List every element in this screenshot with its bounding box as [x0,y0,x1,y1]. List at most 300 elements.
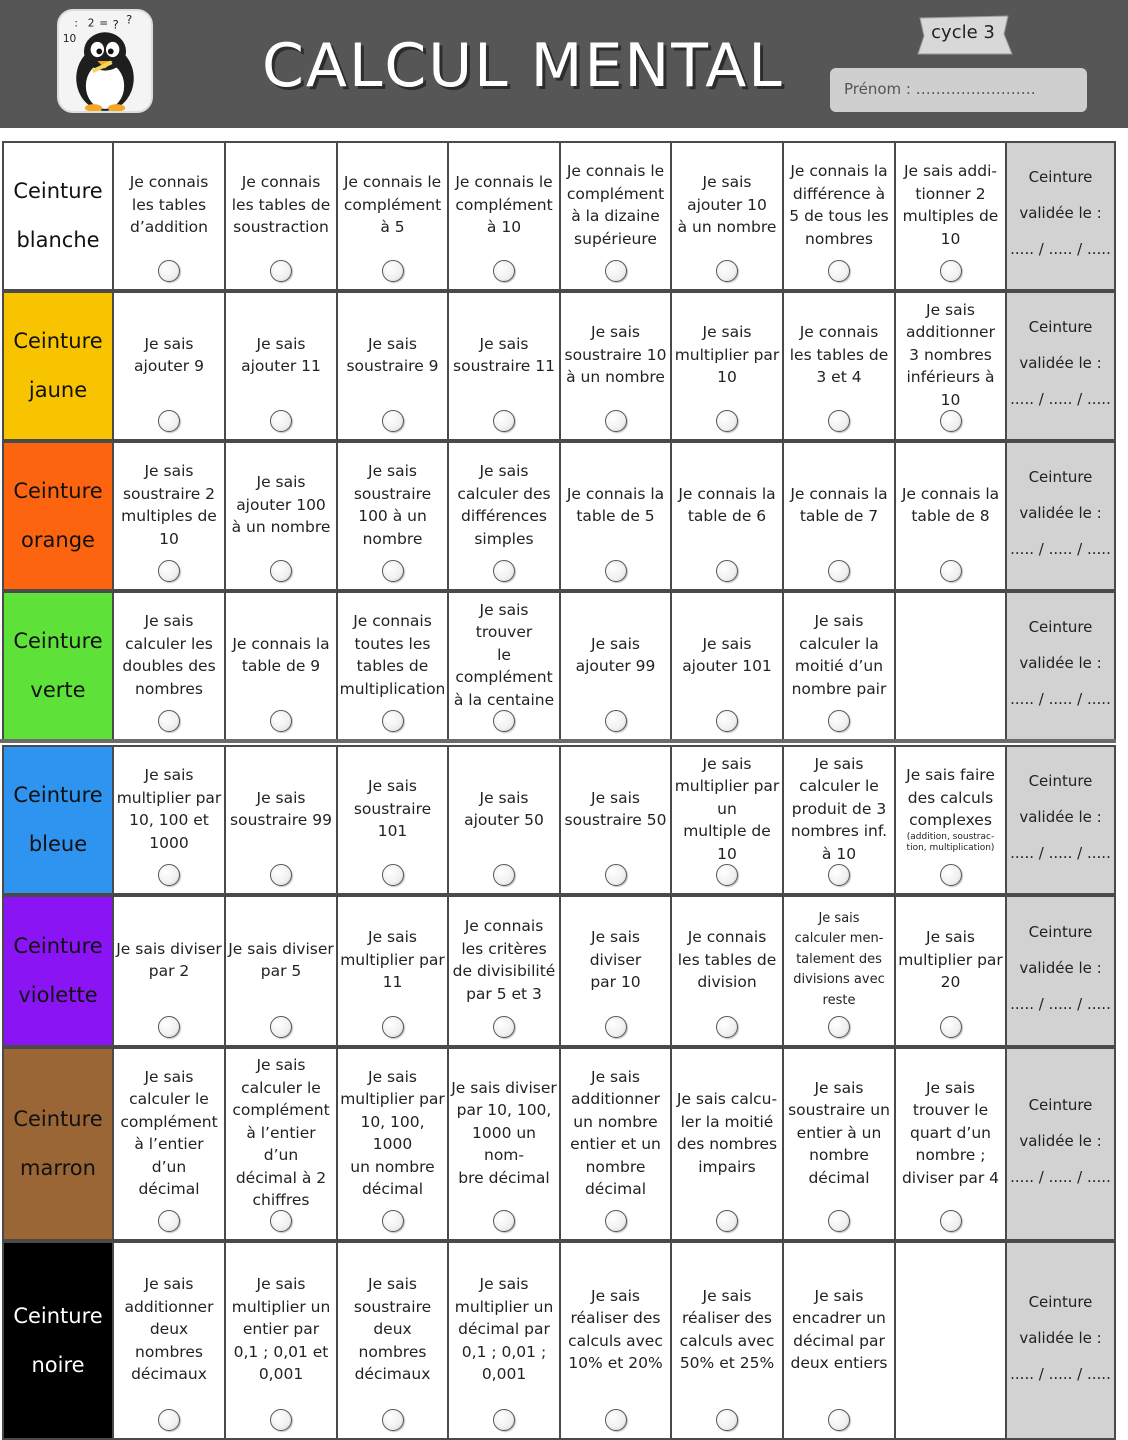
skill-text: Je sais soustraire 9 [346,334,439,375]
skill-description [116,299,222,411]
skill-text: Je sais trouver le complément à la centaine [453,600,555,709]
skill-cell [670,591,784,741]
skill-description [116,753,222,865]
skill-cell [894,291,1007,441]
belt-row [2,745,1116,895]
skill-cell [670,1241,784,1440]
skill-text: Je sais soustraire 2 multiples de 10 [121,462,217,548]
skill-description [786,599,892,711]
skill-checkbox[interactable] [382,1409,404,1431]
skill-description [451,449,557,561]
skill-checkbox[interactable] [493,1409,515,1431]
skill-cell [559,1241,672,1440]
skill-text: Je sais calculer le complément à l’entier d’un décimal à 2 chiffres [232,1056,330,1210]
validation-cell[interactable] [1005,441,1116,591]
skill-cell [670,1047,784,1241]
skill-description [228,1055,334,1211]
validation-cell[interactable] [1005,291,1116,441]
skill-checkbox[interactable] [158,710,180,732]
skill-checkbox[interactable] [382,260,404,282]
skill-checkbox[interactable] [716,710,738,732]
skill-cell [670,141,784,291]
belt-name: noire [31,1352,85,1377]
validation-label: validée le : [1019,1328,1102,1347]
skill-cell [447,745,561,895]
skill-checkbox[interactable] [270,560,292,582]
belt-label-cell [2,141,114,291]
skill-text: Je sais réaliser des calculs avec 10% et 20% [568,1286,663,1372]
skill-cell [559,895,672,1047]
skill-description [563,753,668,865]
skill-checkbox[interactable] [158,864,180,886]
skill-description [451,753,557,865]
skill-description [340,1055,445,1211]
skill-text: Je sais calculer men- talement des divisions avec reste [793,910,885,1008]
skill-description [674,903,780,1017]
skill-cell [670,441,784,591]
skill-text: Je sais calculer le complément à l’entier d’un décimal [120,1067,218,1198]
skill-text: Je sais faire des calculs complexes [906,766,995,830]
skill-checkbox[interactable] [716,410,738,432]
skill-cell [670,895,784,1047]
skill-checkbox[interactable] [493,864,515,886]
skill-cell [894,441,1007,591]
skill-text: Je sais addi- tionner 2 multiples de 10 [902,162,999,248]
skill-checkbox[interactable] [605,410,627,432]
skill-text: Je sais multiplier un entier par 0,1 ; 0,01 et 0,001 [231,1275,331,1384]
belt-name: verte [30,678,86,702]
skill-cell [336,591,449,741]
skill-text: Je sais multiplier par 11 [340,928,445,992]
validation-label: Ceinture [1028,923,1093,941]
skill-text: Je connais le complément à 5 [343,173,442,237]
skill-cell [112,441,226,591]
validation-date-field[interactable]: ..... / ..... / ..... [1010,1168,1111,1186]
skill-checkbox[interactable] [940,864,962,886]
skill-description [451,149,557,261]
skill-cell [336,745,449,895]
logo-digit: : [74,17,78,30]
skill-cell [894,141,1007,291]
skill-description [563,1055,668,1211]
skill-checkbox[interactable] [493,260,515,282]
skill-cell [112,141,226,291]
skill-cell [670,745,784,895]
skill-checkbox[interactable] [270,1210,292,1232]
skill-cell [224,291,338,441]
skill-checkbox[interactable] [270,260,292,282]
skill-checkbox[interactable] [493,1210,515,1232]
validation-label: validée le : [1019,1132,1102,1150]
validation-date-field[interactable]: ..... / ..... / ..... [1010,540,1111,558]
skill-cell [336,895,449,1047]
belt-row [2,895,1116,1047]
validation-label: validée le : [1019,204,1102,222]
belt-name: Ceinture [13,1107,103,1131]
skill-cell [894,1047,1007,1241]
skill-cell [336,291,449,441]
empty-cell [894,591,1007,741]
skill-description [228,753,334,865]
skill-description [228,599,334,711]
skill-text: Je sais trouver le quart d’un nombre ; diviser par 4 [901,1078,1000,1187]
skill-checkbox[interactable] [270,410,292,432]
skill-description [340,1249,445,1410]
validation-label: validée le : [1019,654,1102,672]
belt-name: orange [21,528,95,552]
belt-row [2,1241,1116,1440]
skill-checkbox[interactable] [270,864,292,886]
logo-digit: 10 [62,32,77,45]
skill-cell [559,441,672,591]
belt-name: marron [20,1156,96,1180]
validation-cell[interactable] [1005,745,1116,895]
skill-cell [224,895,338,1047]
skill-checkbox[interactable] [270,1409,292,1431]
validation-label: Ceinture [1028,1096,1093,1114]
belt-label-cell [2,1241,114,1440]
skill-text: Je sais diviser par 10, 100, 1000 un nom- bre décimal [451,1078,557,1187]
skill-text: Je connais les tables d’addition [129,173,209,237]
skill-description [786,753,892,865]
skill-checkbox[interactable] [158,1409,180,1431]
skill-cell [782,1047,896,1241]
skill-cell [447,141,561,291]
skill-checkbox[interactable] [158,1210,180,1232]
skill-checkbox[interactable] [716,260,738,282]
validation-label: Ceinture [1028,168,1093,186]
skill-checkbox[interactable] [382,864,404,886]
skill-description [340,753,445,865]
skill-description [674,299,780,411]
skill-cell [112,1241,226,1440]
skill-text: Je sais ajouter 100 à un nombre [231,473,331,537]
skill-checkbox[interactable] [605,710,627,732]
skill-text: Je sais ajouter 101 [682,634,772,675]
skill-checkbox[interactable] [828,1409,850,1431]
skill-cell [447,1241,561,1440]
skill-checkbox[interactable] [828,560,850,582]
skill-checkbox[interactable] [493,560,515,582]
skill-checkbox[interactable] [158,260,180,282]
skill-cell [112,745,226,895]
belt-name: jaune [28,378,88,402]
skill-text: Je sais ajouter 99 [575,634,656,675]
skill-checkbox[interactable] [493,1016,515,1038]
skill-description [451,599,557,711]
skill-text: Je sais multiplier par un multiple de 10 [674,754,780,863]
skill-checkbox[interactable] [270,710,292,732]
skill-description [563,903,668,1017]
skill-text: Je sais diviser par 5 [228,939,334,980]
skill-cell [112,291,226,441]
skill-description [116,149,222,261]
skill-text: Je connais la table de 5 [566,484,665,525]
skill-cell [894,895,1007,1047]
skill-cell [224,1241,338,1440]
skill-cell [336,1047,449,1241]
skill-cell [782,745,896,895]
skill-description [898,753,1003,865]
skill-checkbox[interactable] [716,864,738,886]
skill-cell [559,1047,672,1241]
skill-description [898,903,1003,1017]
skill-checkbox[interactable] [716,560,738,582]
belt-label-cell [2,895,114,1047]
belt-label-cell [2,591,114,741]
skill-checkbox[interactable] [940,1210,962,1232]
skill-description [340,449,445,561]
skill-checkbox[interactable] [382,710,404,732]
skill-cell [447,1047,561,1241]
belt-label-cell [2,441,114,591]
belt-name: Ceinture [13,783,103,807]
skill-checkbox[interactable] [493,710,515,732]
skill-cell [224,141,338,291]
skill-description [228,1249,334,1410]
skill-text: Je connais les tables de 3 et 4 [789,323,889,387]
skill-text: Je sais additionner un nombre entier et un nombre décimal [570,1067,661,1198]
skill-text: Je connais les critères de divisibilité par 5 et 3 [452,917,556,1003]
skill-cell [112,591,226,741]
page-title: CALCUL MENTAL [262,31,784,101]
skill-text: Je connais la table de 7 [790,484,888,525]
skill-checkbox[interactable] [940,410,962,432]
skill-text: Je sais soustraire 50 [564,788,667,829]
skill-text: Je connais toutes les tables de multiplication [339,612,446,698]
skill-description [674,599,780,711]
skill-checkbox[interactable] [605,260,627,282]
skill-description [116,1055,222,1211]
skill-checkbox[interactable] [940,260,962,282]
skill-description [674,449,780,561]
skill-checkbox[interactable] [158,560,180,582]
validation-date-field[interactable]: ..... / ..... / ..... [1010,844,1111,862]
validation-label: Ceinture [1028,618,1093,636]
validation-date-field[interactable]: ..... / ..... / ..... [1010,1364,1111,1383]
skill-checkbox[interactable] [828,864,850,886]
skill-text: Je sais soustraire 10 à un nombre [564,323,667,387]
belt-row [2,141,1116,291]
skill-cell [447,291,561,441]
skill-cell [112,895,226,1047]
skill-text: Je sais soustraire deux nombres décimaux [353,1275,432,1384]
skill-cell [224,441,338,591]
skill-description [674,149,780,261]
logo-digit: ? [112,17,119,32]
skill-cell [224,591,338,741]
skill-text: Je sais soustraire 100 à un nombre [353,462,432,548]
skill-description [898,1055,1003,1211]
skill-text: Je connais la table de 8 [901,484,1000,525]
skill-description [786,1055,892,1211]
skill-checkbox[interactable] [828,1016,850,1038]
skill-cell [447,895,561,1047]
skill-text: Je sais soustraire 11 [453,334,555,375]
skill-checkbox[interactable] [158,1016,180,1038]
belt-name: blanche [16,228,100,252]
skill-description [228,299,334,411]
skill-checkbox[interactable] [828,410,850,432]
skill-text: Je connais la table de 9 [232,634,330,675]
skill-checkbox[interactable] [605,560,627,582]
empty-cell [894,1241,1007,1440]
skill-cell [782,591,896,741]
skill-description [563,149,668,261]
skill-cell [336,441,449,591]
skill-cell [112,1047,226,1241]
skill-description [116,903,222,1017]
skill-cell [224,745,338,895]
skill-description [451,299,557,411]
skill-description [340,599,445,711]
skill-description [898,299,1003,411]
skill-checkbox[interactable] [605,864,627,886]
validation-label: Ceinture [1028,772,1093,790]
skill-text: Je sais calculer des différences simples [457,462,551,548]
validation-date-field[interactable]: ..... / ..... / ..... [1010,390,1111,408]
validation-label: Ceinture [1028,468,1093,486]
skill-description [786,449,892,561]
validation-cell[interactable] [1005,895,1116,1047]
skill-text: Je connais les tables de soustraction [231,173,331,237]
skill-text: Je connais le complément à la dizaine supérieure [566,162,665,248]
skill-description [674,753,780,865]
skill-checkbox[interactable] [716,1210,738,1232]
skill-description [116,1249,222,1410]
validation-label: Ceinture [1028,1292,1093,1311]
skill-text: Je sais diviser par 2 [116,939,222,980]
skill-text: Je sais soustraire un entier à un nombre décimal [788,1078,890,1187]
validation-label: validée le : [1019,354,1102,372]
logo-digit: ? [126,12,133,27]
skill-text: Je sais ajouter 50 [464,788,544,829]
skill-description [451,1055,557,1211]
skill-cell [894,745,1007,895]
first-name-label: Prénom : …………………… [844,80,1036,98]
skill-cell [559,745,672,895]
belt-name: violette [18,983,98,1007]
logo-digit: = [99,17,109,30]
belt-name: Ceinture [13,179,103,203]
skill-description [116,599,222,711]
skill-text: Je connais les tables de division [677,928,777,992]
skill-text: Je sais ajouter 11 [241,334,321,375]
skill-description [340,299,445,411]
skill-text: Je sais multiplier par 10, 100 et 1000 [116,766,222,852]
skill-description [228,149,334,261]
validation-cell[interactable] [1005,1241,1116,1440]
skill-cell [782,895,896,1047]
skill-cell [670,291,784,441]
logo-digit: 2 [87,17,95,30]
skill-checkbox[interactable] [382,1210,404,1232]
belt-row [2,591,1116,741]
skill-text: Je sais additionner deux nombres décimaux [124,1275,214,1384]
validation-label: validée le : [1019,959,1102,977]
skill-cell [336,141,449,291]
skill-checkbox[interactable] [605,1016,627,1038]
skill-cell [559,291,672,441]
skill-description [228,903,334,1017]
belt-label-cell [2,745,114,895]
skill-cell [782,441,896,591]
validation-date-field[interactable]: ..... / ..... / ..... [1010,995,1111,1013]
skill-text: Je sais multiplier par 10, 100, 1000 un nombre décimal [340,1067,445,1198]
validation-cell[interactable] [1005,141,1116,291]
skill-description [898,149,1003,261]
skill-checkbox[interactable] [493,410,515,432]
skill-cell [782,1241,896,1440]
skill-checkbox[interactable] [382,410,404,432]
validation-date-field[interactable]: ..... / ..... / ..... [1010,690,1111,708]
skill-description [451,1249,557,1410]
skill-text: Je sais multiplier par 10 [674,323,780,387]
validation-label: validée le : [1019,808,1102,826]
skill-text: Je connais la table de 6 [678,484,776,525]
skill-checkbox[interactable] [940,1016,962,1038]
validation-cell[interactable] [1005,591,1116,741]
belt-name: Ceinture [13,934,103,958]
belt-row [2,1047,1116,1241]
skill-cell [447,591,561,741]
skill-cell [782,291,896,441]
skill-description [786,1249,892,1410]
skill-checkbox[interactable] [382,1016,404,1038]
skill-checkbox[interactable] [940,560,962,582]
cycle-label: cycle 3 [931,22,995,43]
skill-text: Je sais diviser par 10 [589,928,642,992]
skill-cell [559,141,672,291]
skill-description [786,299,892,411]
skill-description [674,1249,780,1410]
skill-description [563,449,668,561]
belt-row [2,441,1116,591]
skill-description [898,449,1003,561]
skill-text: Je connais le complément à 10 [455,173,553,237]
skill-text: Je sais ajouter 9 [134,334,204,375]
skill-cell [782,141,896,291]
skill-checkbox[interactable] [158,410,180,432]
skill-checkbox[interactable] [382,560,404,582]
belt-label-cell [2,1047,114,1241]
validation-date-field[interactable]: ..... / ..... / ..... [1010,240,1111,258]
skill-checkbox[interactable] [716,1409,738,1431]
skill-description [563,599,668,711]
skill-text: Je sais multiplier par 20 [898,928,1003,992]
skill-checkbox[interactable] [828,1210,850,1232]
validation-cell[interactable] [1005,1047,1116,1241]
skill-checkbox[interactable] [270,1016,292,1038]
skill-note: (addition, soustrac- tion, multiplication) [906,831,995,853]
skill-checkbox[interactable] [716,1016,738,1038]
skill-checkbox[interactable] [828,260,850,282]
belt-name: Ceinture [13,1303,103,1328]
skill-cell [224,1047,338,1241]
skill-text: Je connais la différence à 5 de tous les nombres [789,162,889,248]
skill-description [563,1249,668,1410]
skill-cell [336,1241,449,1440]
skill-description [786,903,892,1017]
skill-description [674,1055,780,1211]
skill-text: Je sais encadrer un décimal par deux entiers [790,1286,888,1372]
skill-text: Je sais calculer les doubles des nombres [122,612,216,698]
skill-checkbox[interactable] [828,710,850,732]
skill-checkbox[interactable] [605,1210,627,1232]
skill-checkbox[interactable] [605,1409,627,1431]
belt-name: Ceinture [13,329,103,353]
skill-text: Je sais soustraire 101 [353,777,432,841]
